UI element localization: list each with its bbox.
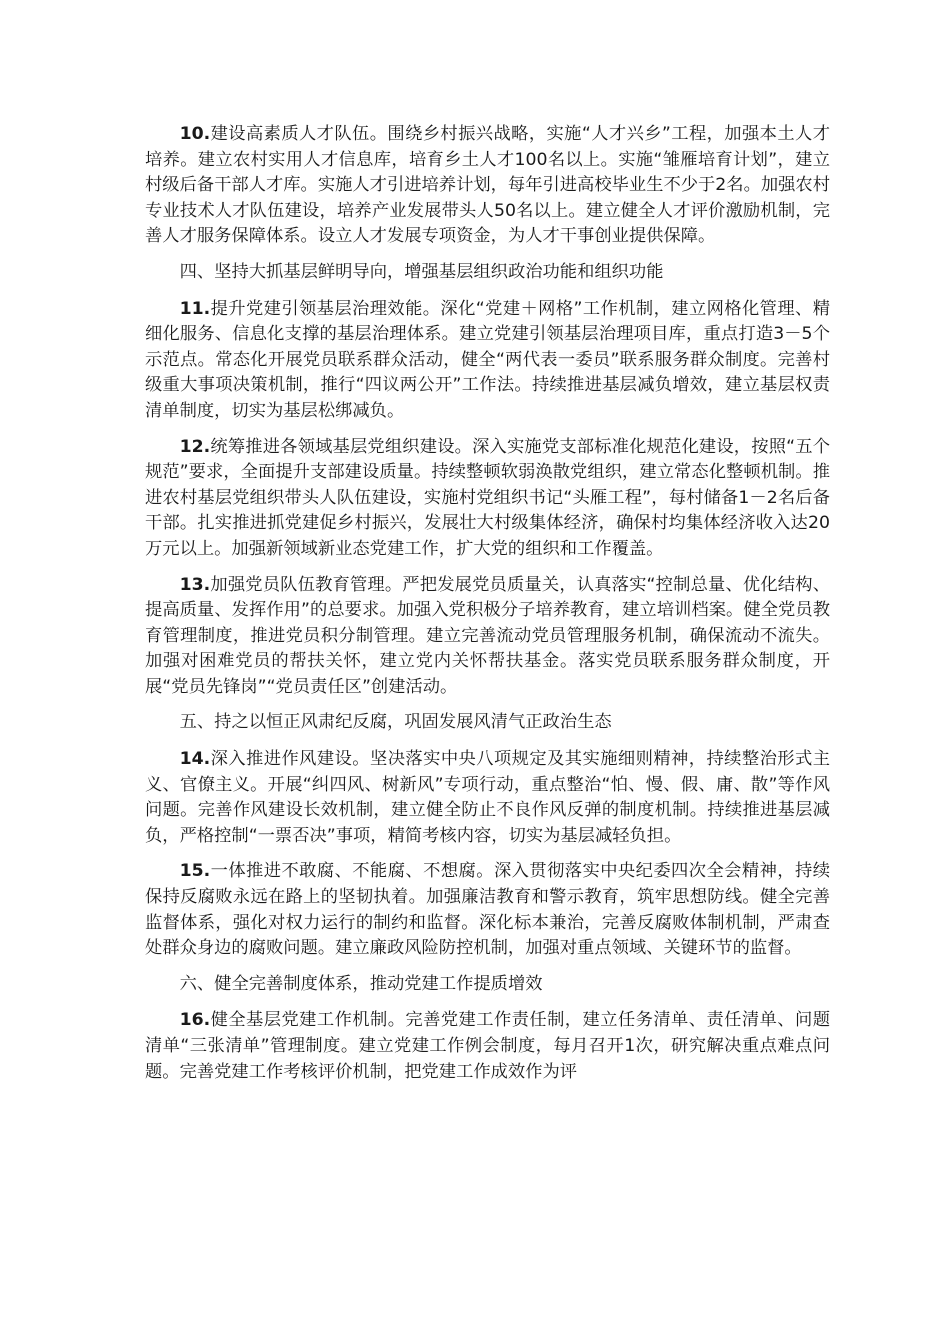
section-heading-6: 六、健全完善制度体系，推动党建工作提质增效 (179, 973, 543, 994)
item-13 (145, 573, 830, 701)
section-heading-5: 五、持之以恒正风肃纪反腐，巩固发展风清气正政治生态 (179, 712, 612, 733)
item-number: 14. (179, 749, 211, 770)
item-text: 统筹推进各领域基层党组织建设。深入实施党支部标准化规范化建设，按照“五个规范”要求，全面提升支部建设质量。持续整顿软弱涣散党组织，建立常态化整顿机制。推进农村基层党组织带头人队伍建设，实施村党组织书记“头雁工程”，每村储备1－2名后备干部。扎实推进抓党建促乡村振兴，发展壮大村级集体经济，确保村均集体经济收入达20万元以上。加强新领域新业态党建工作，扩大党的组织和工作覆盖。 (145, 436, 830, 559)
item-11 (145, 297, 830, 425)
item-number: 15. (179, 861, 211, 882)
item-text: 建设高素质人才队伍。围绕乡村振兴战略，实施“人才兴乡”工程，加强本土人才培养。建立农村实用人才信息库，培育乡土人才100名以上。实施“雏雁培育计划”，建立村级后备干部人才库。实施人才引进培养计划，每年引进高校毕业生不少于2名。加强农村专业技术人才队伍建设，培养产业发展带头人50名以上。建立健全人才评价激励机制，完善人才服务保障体系。设立人才发展专项资金，为人才干事创业提供保障。 (145, 124, 830, 247)
item-text: 深入推进作风建设。坚决落实中央八项规定及其实施细则精神，持续整治形式主义、官僚主义。开展“纠四风、树新风”专项行动，重点整治“怕、慢、假、庸、散”等作风问题。完善作风建设长效机制，建立健全防止不良作风反弹的制度机制。持续推进基层减负，严格控制“一票否决”事项，精简考核内容，切实为基层减轻负担。 (145, 749, 830, 846)
item-text: 健全基层党建工作机制。完善党建工作责任制，建立任务清单、责任清单、问题清单“三张清单”管理制度。建立党建工作例会制度，每月召开1次，研究解决重点难点问题。完善党建工作考核评价机制，把党建工作成效作为评 (145, 1010, 830, 1082)
item-12 (145, 435, 830, 563)
item-text: 提升党建引领基层治理效能。深化“党建＋网格”工作机制，建立网格化管理、精细化服务、信息化支撑的基层治理体系。建立党建引领基层治理项目库，重点打造3－5个示范点。常态化开展党员联系群众活动，健全“两代表一委员”联系服务群众制度。完善村级重大事项决策机制，推行“四议两公开”工作法。持续推进基层减负增效，建立基层权责清单制度，切实为基层松绑减负。 (145, 298, 830, 421)
section-heading-4: 四、坚持大抓基层鲜明导向，增强基层组织政治功能和组织功能 (179, 261, 664, 282)
item-14 (145, 747, 830, 849)
item-number: 10. (179, 124, 211, 144)
item-10 (145, 122, 830, 250)
item-16 (145, 1008, 830, 1085)
item-text: 加强党员队伍教育管理。严把发展党员质量关，认真落实“控制总量、优化结构、提高质量、发挥作用”的总要求。加强入党积极分子培养教育，建立培训档案。健全党员教育管理制度，推进党员积分制管理。建立完善流动党员管理服务机制，确保流动不流失。加强对困难党员的帮扶关怀，建立党内关怀帮扶基金。落实党员联系服务群众制度，开展“党员先锋岗”“党员责任区”创建活动。 (145, 574, 830, 697)
item-number: 16. (179, 1010, 211, 1031)
item-number: 11. (179, 298, 211, 319)
item-15 (145, 859, 830, 961)
item-number: 13. (179, 574, 211, 595)
item-number: 12. (179, 436, 211, 457)
item-text: 一体推进不敢腐、不能腐、不想腐。深入贯彻落实中央纪委四次全会精神，持续保持反腐败永远在路上的坚韧执着。加强廉洁教育和警示教育，筑牢思想防线。健全完善监督体系，强化对权力运行的制约和监督。深化标本兼治，完善反腐败体制机制，严肃查处群众身边的腐败问题。建立廉政风险防控机制，加强对重点领域、关键环节的监督。 (145, 861, 830, 959)
